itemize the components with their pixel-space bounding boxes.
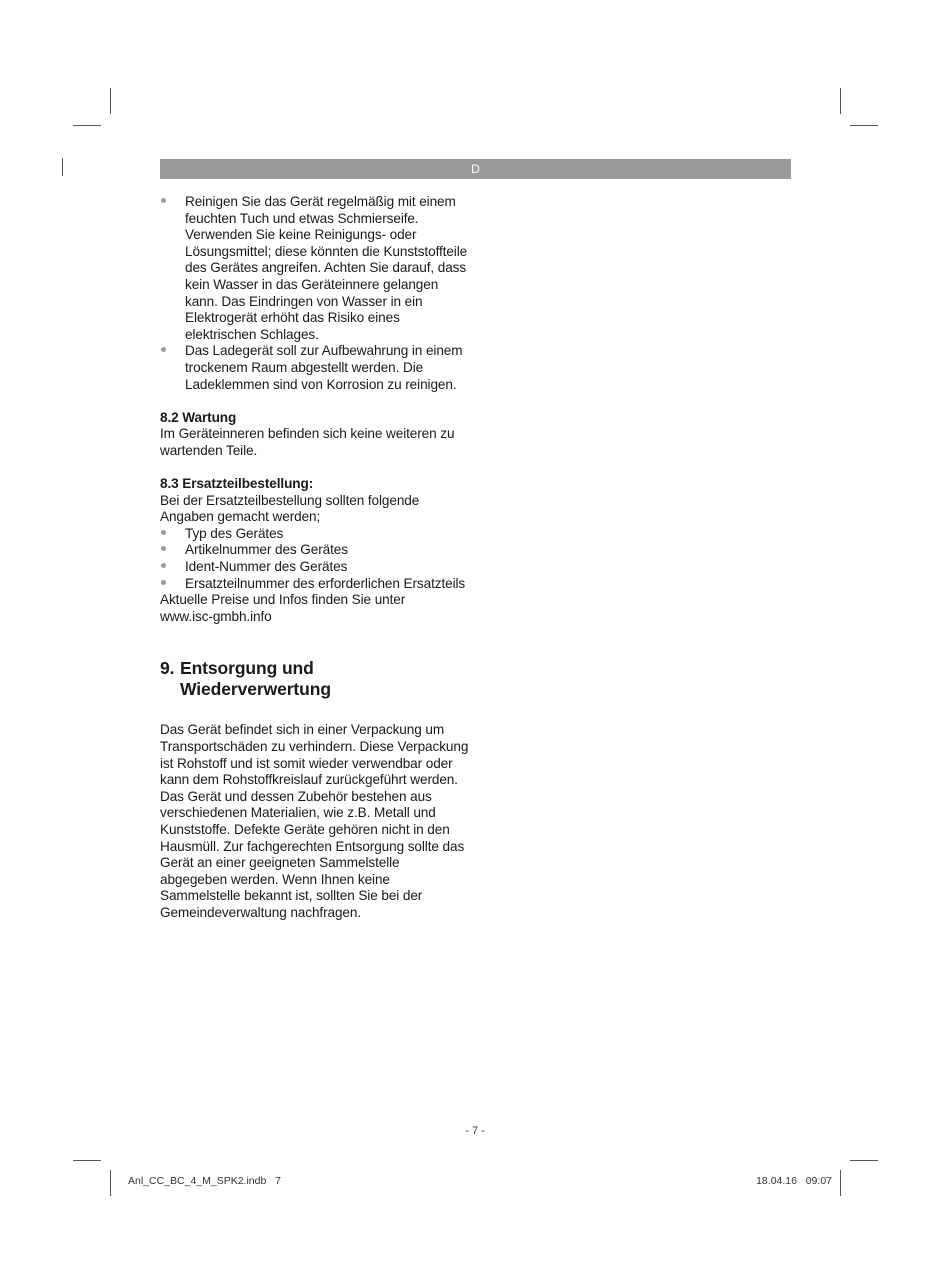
spare-parts-outro: Aktuelle Preise und Infos finden Sie unter — [160, 592, 406, 608]
bullet-icon — [161, 580, 166, 585]
crop-mark-top-left-vertical — [110, 88, 111, 114]
disposal-text: Das Gerät befindet sich in einer Verpackung um Transportschäden zu verhindern. Diese Verpackung ist Rohstoff und ist somit wieder verwendbar oder kann dem Rohstoffkreislauf zurückgeführt werden. Das Gerät und dessen Zubehör bestehen aus verschiedenen Materialien, wie z.B. Metall und Kunststoffe. Defekte Geräte gehören nicht in den Hausmüll. Zur fachgerechten Entsorgung sollte das Gerät an einer geeigneten Sammelstelle abgegeben werden. Wenn Ihnen keine Sammelstelle bekannt ist, sollten Sie bei der Gemeindeverwaltung nachfragen. — [160, 722, 469, 920]
chapter-title-line2: Wiederverwertung — [180, 679, 331, 700]
crop-mark-top-left-horizontal — [73, 125, 101, 126]
crop-mark-bottom-right-vertical — [840, 1170, 841, 1196]
list-item: Typ des Gerätes — [160, 526, 470, 543]
bullet-icon — [161, 198, 166, 203]
bullet-icon — [161, 530, 166, 535]
spare-parts-intro: Bei der Ersatzteilbestellung sollten folgende Angaben gemacht werden; — [160, 492, 420, 525]
chapter-title-line1: Entsorgung und — [180, 658, 314, 679]
bullet-icon — [161, 563, 166, 568]
spare-parts-heading: 8.3 Ersatzteilbestellung: — [160, 476, 314, 492]
footer-file-name: Anl_CC_BC_4_M_SPK2.indb 7 — [128, 1175, 281, 1187]
crop-mark-top-right-horizontal — [850, 125, 878, 126]
spare-parts-list — [160, 526, 470, 592]
bullet-icon — [161, 347, 166, 352]
cleaning-list — [160, 194, 470, 393]
crop-mark-bottom-right-horizontal — [850, 1160, 878, 1161]
section-letter: D — [471, 162, 480, 176]
crop-mark-top-right-vertical — [840, 88, 841, 114]
text-column — [160, 194, 470, 922]
maintenance-text: Im Geräteinneren befinden sich keine weiteren zu wartenden Teile. — [160, 426, 455, 458]
registration-mark-left — [62, 158, 63, 176]
footer-date-time: 18.04.16 09:07 — [756, 1175, 832, 1187]
section-header-bar — [160, 159, 791, 179]
chapter-number: 9. — [160, 658, 175, 679]
website-link[interactable]: www.isc-gmbh.info — [160, 608, 272, 624]
list-item: Das Ladegerät soll zur Aufbewahrung in einem trockenem Raum abgestellt werden. Die Ladeklemmen sind von Korrosion zu reinigen. — [160, 343, 470, 393]
list-item: Reinigen Sie das Gerät regelmäßig mit einem feuchten Tuch und etwas Schmierseife. Verwenden Sie keine Reinigungs- oder Lösungsmittel; diese könnten die Kunststoffteile des Gerätes angreifen. Achten Sie darauf, dass kein Wasser in das Geräteinnere gelangen kann. Das Eindringen von Wasser in ein Elektrogerät erhöht das Risiko eines elektrischen Schlages. — [160, 194, 470, 343]
maintenance-heading: 8.2 Wartung — [160, 409, 237, 425]
crop-mark-bottom-left-horizontal — [73, 1160, 101, 1161]
page-number: - 7 - — [465, 1125, 485, 1137]
list-item: Ident-Nummer des Gerätes — [160, 559, 470, 576]
list-item: Artikelnummer des Gerätes — [160, 542, 470, 559]
chapter-heading — [160, 658, 470, 700]
crop-mark-bottom-left-vertical — [110, 1170, 111, 1196]
bullet-icon — [161, 546, 166, 551]
list-item: Ersatzteilnummer des erforderlichen Ersatzteils — [160, 576, 470, 593]
